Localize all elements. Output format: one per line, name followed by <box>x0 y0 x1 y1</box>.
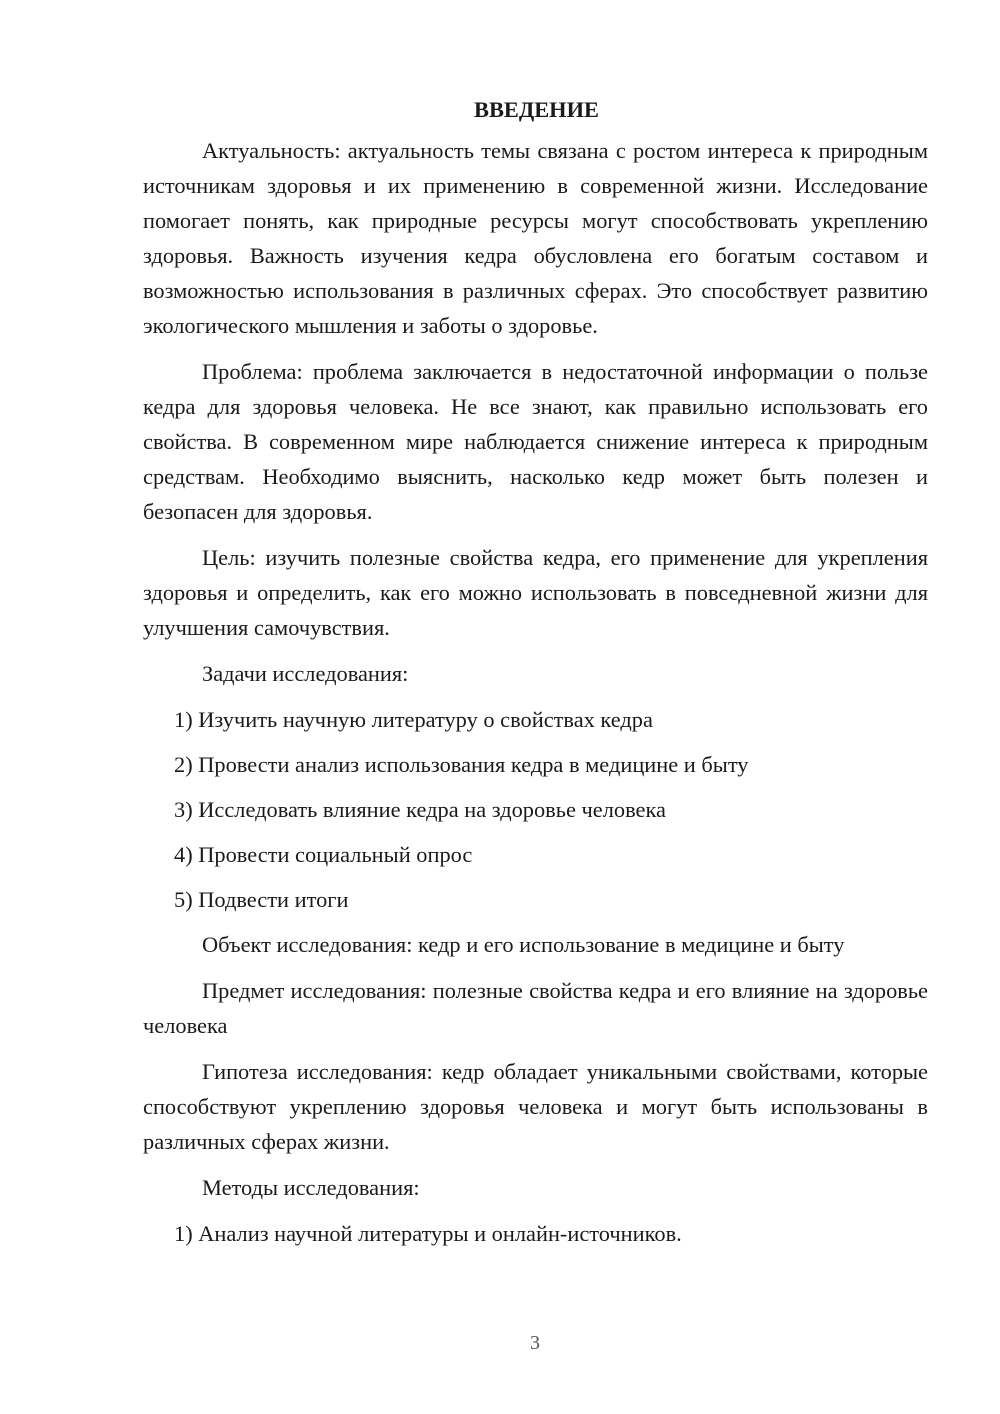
task-item: 5) Подвести итоги <box>174 887 349 912</box>
methods-heading: Методы исследования: <box>202 1175 420 1200</box>
document-page <box>143 92 928 1261</box>
task-item: 2) Провести анализ использования кедра в медицине и быту <box>174 752 749 777</box>
method-item: 1) Анализ научной литературы и онлайн-источников. <box>174 1221 682 1246</box>
hypothesis-paragraph: Гипотеза исследования: кедр обладает уникальными свойствами, которые способствуют укреплению здоровья человека и могут быть использованы в различных сферах жизни. <box>143 1059 928 1154</box>
tasks-heading: Задачи исследования: <box>202 661 409 686</box>
task-item: 3) Исследовать влияние кедра на здоровье человека <box>174 797 666 822</box>
section-title: ВВЕДЕНИЕ <box>474 97 599 122</box>
object-paragraph: Объект исследования: кедр и его использование в медицине и быту <box>202 932 845 957</box>
relevance-paragraph: Актуальность: актуальность темы связана с ростом интереса к природным источникам здоровья и их применению в современной жизни. Исследование помогает понять, как природные ресурсы могут способствовать укреплению здоровья. Важность изучения кедра обусловлена его богатым составом и возможностью использования в различных сферах. Это способствует развитию экологического мышления и заботы о здоровье. <box>143 138 928 338</box>
task-item: 1) Изучить научную литературу о свойствах кедра <box>174 707 653 732</box>
subject-paragraph: Предмет исследования: полезные свойства кедра и его влияние на здоровье человека <box>143 978 928 1038</box>
problem-paragraph: Проблема: проблема заключается в недостаточной информации о пользе кедра для здоровья человека. Не все знают, как правильно использовать его свойства. В современном мире наблюдается снижение интереса к природным средствам. Необходимо выяснить, насколько кедр может быть полезен и безопасен для здоровья. <box>143 359 928 524</box>
goal-paragraph: Цель: изучить полезные свойства кедра, его применение для укрепления здоровья и определить, как его можно использовать в повседневной жизни для улучшения самочувствия. <box>143 545 928 640</box>
task-item: 4) Провести социальный опрос <box>174 842 473 867</box>
page-number: 3 <box>530 1332 540 1354</box>
